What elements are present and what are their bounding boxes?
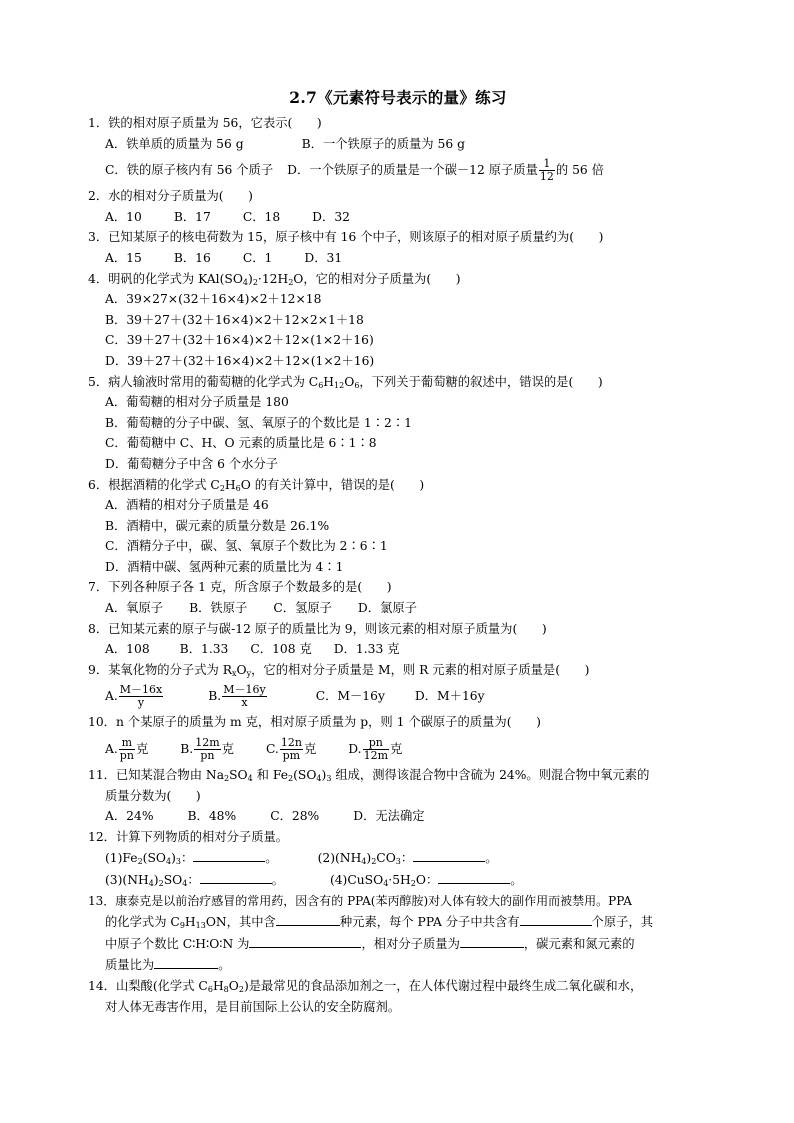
question-1-options-ab — [88, 134, 708, 155]
answer-blank[interactable] — [520, 911, 592, 926]
option-d: D．氯原子 — [357, 601, 417, 616]
page-title: 2.7《元素符号表示的量》练习 — [289, 88, 507, 107]
option-c: C．108 克 — [250, 642, 312, 657]
option-c: C．28% — [270, 809, 320, 824]
answer-blank[interactable] — [413, 847, 485, 862]
option-d: D．M＋16y — [414, 689, 485, 704]
option-c: C．18 — [242, 209, 281, 224]
option-b: B．48% — [187, 809, 237, 824]
question-2-options — [88, 207, 708, 228]
question-12-row-1: $(1)Fe_2(SO_4)_3$： 。 $(2)(NH_4)_2CO_3$： 。 — [88, 847, 708, 869]
option-c-fraction: $\frac{12n}{pm}$ — [280, 736, 302, 763]
question-8-options — [88, 639, 708, 660]
option-a: A．葡萄糖的相对分子质量是 180 — [105, 395, 289, 410]
option-c: C．葡萄糖中 C、H、O 元素的质量比是 6∶1∶8 — [105, 436, 377, 451]
option-d: D．39＋27＋(32＋16×4)×2＋12×(1×2＋16) — [105, 353, 375, 368]
question-12-row-2: $(3)(NH_4)_2SO_4$： 。 $(4)CuSO_4\cdot 5H_2O$： 。 — [88, 869, 708, 891]
option-b-fraction: $\frac{12m}{pn}$ — [195, 736, 220, 763]
option-d-fraction: $\frac{pn}{12m}$ — [363, 736, 389, 763]
option-d-text: D．一个铁原子的质量是一个碳－12 原子质量 — [287, 163, 538, 178]
option-d: D．1.33 克 — [333, 642, 400, 657]
question-11-stem-cont: 质量分数为( ) — [105, 788, 201, 803]
option-d-label: D. — [348, 742, 362, 757]
question-2-stem: 2．水的相对分子质量为( ) — [88, 189, 253, 204]
question-13-line-2: 的化学式为 $C_9H_{13}ON$，其中含 种元素，每个 PPA 分子中共含有 个原子，其 — [88, 911, 708, 933]
option-a-label: A. — [105, 742, 118, 757]
option-b-label: B. — [180, 742, 194, 757]
question-1-options-cd — [88, 154, 708, 186]
question-10-stem: 10．n 个某原子的质量为 m 克，相对原子质量为 p，则 1 个碳原子的质量为( ) — [88, 715, 541, 730]
option-a: A．铁单质的质量为 56 g — [105, 136, 244, 151]
option-d: D．31 — [304, 250, 343, 265]
question-7-stem: 7．下列各种原子各 1 克，所含原子个数最多的是( ) — [88, 580, 392, 595]
option-b: B．1.33 — [179, 642, 229, 657]
worksheet — [88, 86, 708, 1017]
option-b-label: B. — [208, 689, 222, 704]
option-c: C．39＋27＋(32＋16×4)×2＋12×(1×2＋16) — [105, 333, 374, 348]
question-3-stem: 3．已知某原子的核电荷数为 15，原子核中有 16 个中子，则该原子的相对原子质量约为( ) — [88, 230, 604, 245]
option-a: A．酒精的相对分子质量是 46 — [105, 498, 269, 513]
option-c: C．铁的原子核内有 56 个质子 — [105, 163, 274, 178]
answer-blank[interactable] — [193, 847, 265, 862]
question-11-options — [88, 806, 708, 827]
question-12-stem: 12．计算下列物质的相对分子质量。 — [88, 829, 289, 844]
question-5-stem: 5．病人输液时常用的葡萄糖的化学式为 $C_6H_{12}O_6$，下列关于葡萄糖的叙述中，错误的是( ) — [88, 374, 603, 390]
question-9-stem: 9．某氧化物的分子式为 $R_xO_y$，它的相对分子质量是 M，则 R 元素的相对原子质量是( ) — [88, 662, 590, 678]
option-b: B．39＋27＋(32＋16×4)×2＋12×2×1＋18 — [105, 312, 364, 327]
answer-blank[interactable] — [460, 933, 524, 948]
fraction-one-twelfth: $\frac{1}{12}$ — [539, 157, 554, 184]
question-1-stem: 1．铁的相对原子质量为 56，它表示( ) — [88, 116, 322, 130]
option-b: B．17 — [173, 209, 211, 224]
answer-blank[interactable] — [200, 869, 272, 884]
option-c: C．氢原子 — [273, 601, 332, 616]
option-b: B．一个铁原子的质量为 56 g — [301, 136, 465, 151]
question-4-stem: 4．明矾的化学式为 $KAl(SO_4)_2\cdot 12H_2O$，它的相对分子质量为( ) — [88, 271, 461, 287]
question-10-options: A. $\frac{m}{pn}$ 克 B. $\frac{12m}{pn}$ 克 C. $\frac{12n}{pm}$ 克 D. $\frac{pn}{12m}$ 克 — [105, 736, 403, 763]
option-a: A．15 — [105, 250, 142, 265]
option-b: B．16 — [173, 250, 211, 265]
option-d: D．32 — [312, 209, 350, 224]
option-a: A．24% — [105, 809, 154, 824]
question-9-options — [88, 680, 708, 712]
option-a: A．10 — [105, 209, 142, 224]
question-13-line-1: 13．康泰克是以前治疗感冒的常用药，因含有的 PPA(苯丙醇胺)对人体有较大的副作用而被禁用。PPA — [88, 893, 632, 908]
answer-blank[interactable] — [154, 954, 218, 969]
question-13-line-3: 中原子个数比 C∶H∶O∶N 为 ，相对分子质量为 ，碳元素和氮元素的 — [88, 933, 708, 955]
option-b-fraction: $\frac{M-16y}{x}$ — [223, 683, 266, 710]
question-13-line-4: 质量比为 。 — [88, 954, 708, 976]
question-3-options — [88, 248, 708, 269]
answer-blank[interactable] — [249, 933, 361, 948]
option-b: B．铁原子 — [189, 601, 248, 616]
question-8-stem: 8．已知某元素的原子与碳-12 原子的质量比为 9，则该元素的相对原子质量为( ) — [88, 621, 547, 636]
option-a: A．39×27×(32＋16×4)×2＋12×18 — [105, 292, 322, 307]
option-c: C．酒精分子中，碳、氢、氧原子个数比为 2∶6∶1 — [105, 539, 388, 554]
option-a-label: A. — [105, 689, 118, 704]
question-11-stem: 11．已知某混合物由 $Na_2SO_4$ 和 $Fe_2(SO_4)_3$ 组成，测得该混合物中含硫为 24%。则混合物中氧元素的 — [88, 768, 650, 784]
option-a: A．108 — [105, 642, 150, 657]
option-d: D．酒精中碳、氢两种元素的质量比为 4∶1 — [105, 559, 344, 574]
option-c-label: C. — [265, 742, 279, 757]
option-c: C．M－16y — [315, 689, 385, 704]
question-6-stem: 6．根据酒精的化学式 $C_2H_6O$ 的有关计算中，错误的是( ) — [88, 477, 425, 493]
question-14-line-1: 14．山梨酸(化学式 $C_6H_8O_2$)是最常见的食品添加剂之一，在人体代谢过程中最终生成二氧化碳和水， — [88, 978, 643, 994]
option-a-fraction: $\frac{M-16x}{y}$ — [119, 683, 163, 710]
option-d-suffix: 的 56 倍 — [555, 163, 604, 178]
option-c: C．1 — [242, 250, 273, 265]
option-d: D．无法确定 — [353, 809, 425, 824]
question-14-line-2: 对人体无毒害作用，是目前国际上公认的安全防腐剂。 — [105, 999, 401, 1014]
option-b: B．葡萄糖的分子中碳、氢、氧原子的个数比是 1∶2∶1 — [105, 415, 412, 430]
option-a-fraction: $\frac{m}{pn}$ — [119, 736, 134, 763]
answer-blank[interactable] — [438, 869, 510, 884]
question-7-options — [88, 598, 708, 619]
option-b: B．酒精中，碳元素的质量分数是 26.1% — [105, 518, 330, 533]
option-a: A．氧原子 — [105, 601, 164, 616]
answer-blank[interactable] — [276, 911, 340, 926]
option-d: D．葡萄糖分子中含 6 个水分子 — [105, 456, 279, 471]
